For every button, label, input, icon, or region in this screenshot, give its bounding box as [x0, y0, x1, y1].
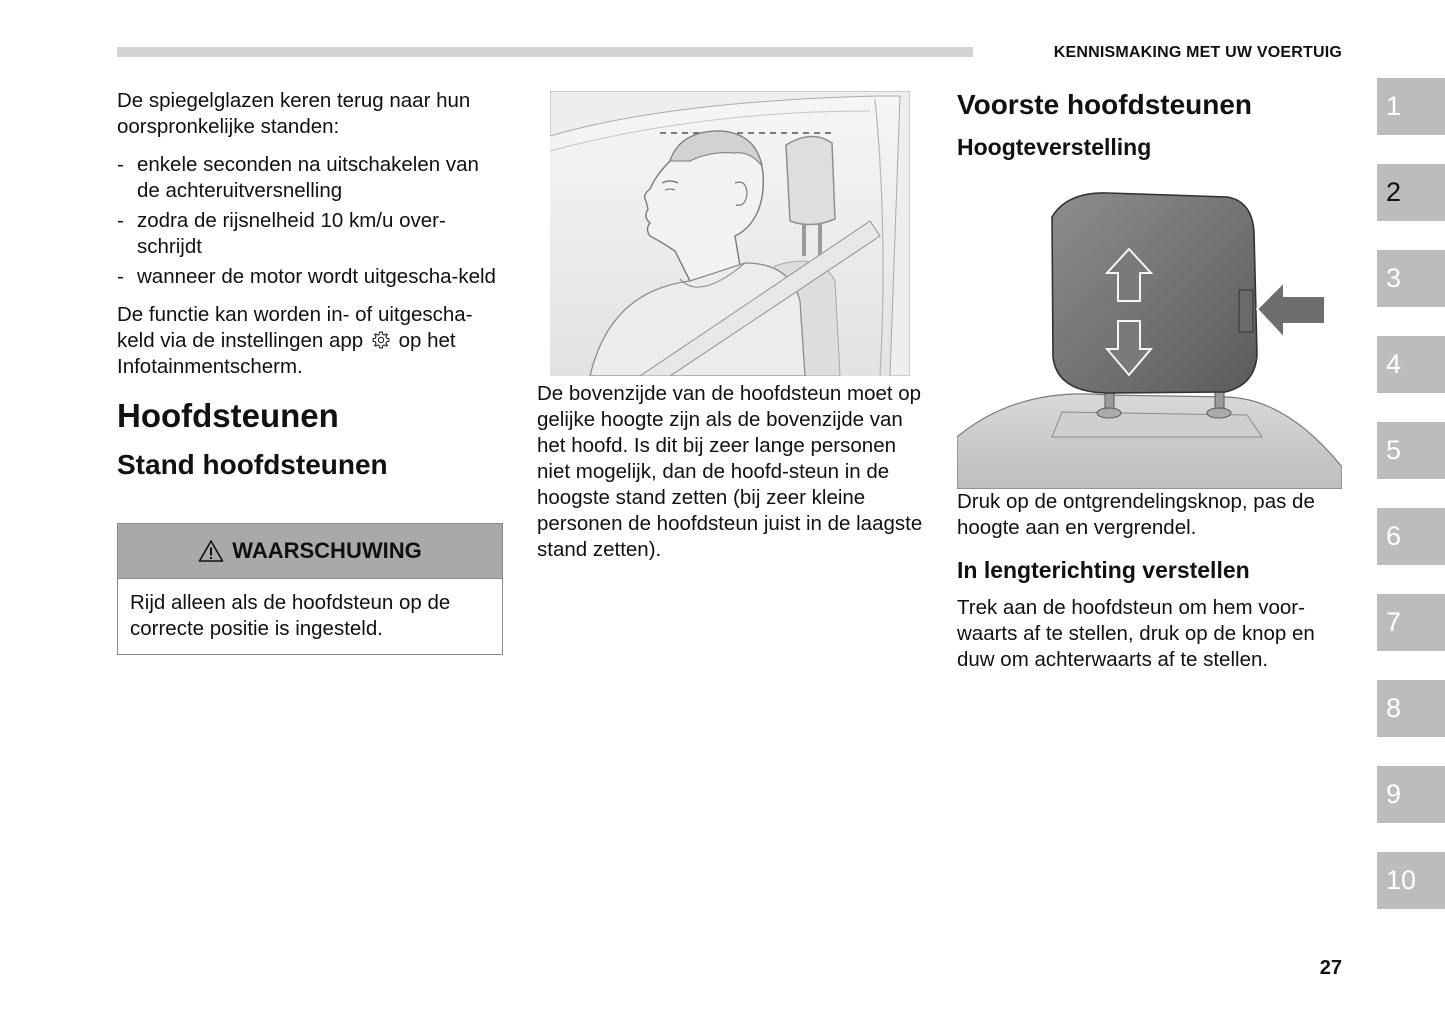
chapter-tab-1[interactable]: 1 [1377, 78, 1445, 135]
column-right-lower [957, 489, 1347, 673]
headrest-height-text: De bovenzijde van de hoofdsteun moet op gelijke hoogte zijn als de bovenzijde van het hoofd. Is dit bij zeer lange personen niet mogelijk, dan de hoofd-steun in de hoogste stand zetten (bij zeer kleine personen de hoofdsteun juist in de laagste stand zetten). [537, 382, 923, 561]
page-number: 27 [1319, 957, 1342, 979]
function-text-after: op het Infotainmentscherm. [117, 329, 456, 378]
chapter-tab-7[interactable]: 7 [1377, 594, 1445, 651]
chapter-tab-10[interactable]: 10 [1377, 852, 1445, 909]
chapter-tab-6[interactable]: 6 [1377, 508, 1445, 565]
column-middle [537, 381, 927, 563]
mirror-conditions-list [117, 152, 507, 290]
warning-box [117, 523, 503, 655]
function-text-before: De functie kan worden in- of uitgescha-keld via de instellingen app [117, 303, 473, 352]
chapter-tab-9[interactable]: 9 [1377, 766, 1445, 823]
warning-body: Rijd alleen als de hoofdsteun op de correcte positie is ingesteld. [130, 591, 451, 640]
heading-front-headrests: Voorste hoofdsteunen [957, 89, 1253, 120]
driver-headrest-illustration [550, 91, 910, 376]
header-rule [117, 47, 973, 57]
chapter-tab-3[interactable]: 3 [1377, 250, 1445, 307]
gear-icon [371, 330, 391, 350]
heading-height-adjustment: Hoogteverstelling [957, 134, 1152, 160]
list-item: - wanneer de motor wordt uitgescha-keld [117, 264, 507, 290]
mirror-intro-text: De spiegelglazen keren terug naar hun oorspronkelijke standen: [117, 89, 471, 138]
chapter-tab-5[interactable]: 5 [1377, 422, 1445, 479]
heading-headrest-position: Stand hoofdsteunen [117, 449, 388, 480]
section-title: KENNISMAKING MET UW VOERTUIG [1053, 44, 1342, 61]
column-left [117, 88, 507, 498]
headrest-adjustment-illustration [957, 187, 1342, 489]
function-settings-text [117, 302, 507, 380]
list-item: - zodra de rijsnelheid 10 km/u over-schrijdt [117, 208, 507, 260]
warning-header [118, 524, 502, 579]
heading-headrests: Hoofdsteunen [117, 397, 339, 434]
chapter-tab-4[interactable]: 4 [1377, 336, 1445, 393]
list-item: - enkele seconden na uitschakelen van de achteruitversnelling [117, 152, 507, 204]
heading-length-adjustment: In lengterichting verstellen [957, 557, 1250, 583]
warning-triangle-icon [198, 539, 224, 563]
column-right [957, 88, 1347, 172]
chapter-tab-2[interactable]: 2 [1377, 164, 1445, 221]
length-adjust-text: Trek aan de hoofdsteun om hem voor-waarts af te stellen, druk op de knop en duw om achterwaarts af te stellen. [957, 596, 1315, 671]
warning-title: WAARSCHUWING [232, 538, 422, 563]
chapter-tab-8[interactable]: 8 [1377, 680, 1445, 737]
height-adjust-text: Druk op de ontgrendelingsknop, pas de hoogte aan en vergrendel. [957, 490, 1315, 539]
